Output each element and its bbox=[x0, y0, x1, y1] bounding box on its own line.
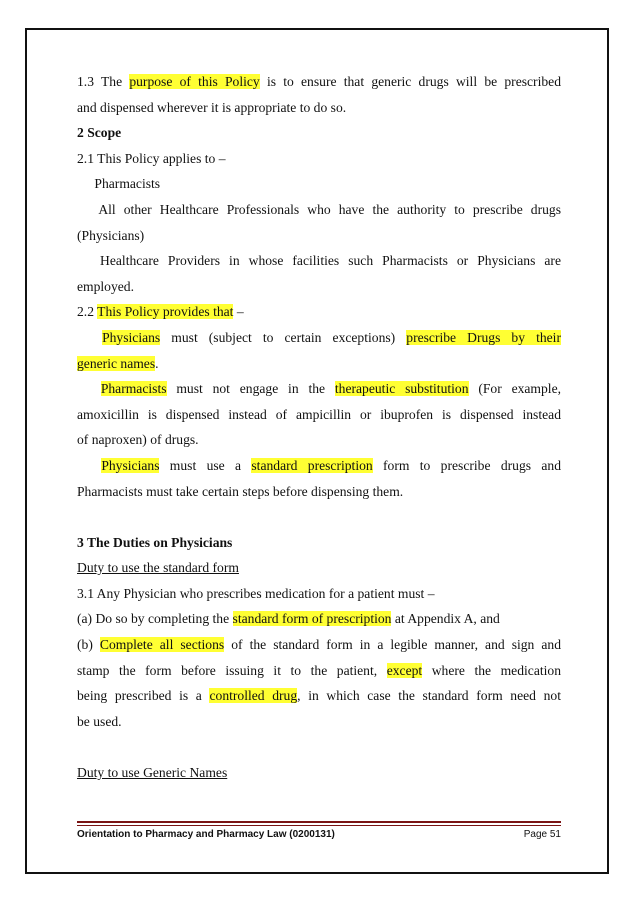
text: and dispensed wherever it is appropriate to do so. bbox=[77, 99, 347, 115]
text: (a) Do so by completing the bbox=[77, 611, 233, 627]
highlight-physicians: Physicians bbox=[101, 457, 160, 473]
section-2-1: 2.1 This Policy applies to – bbox=[77, 150, 226, 166]
bullet-pharmacists bbox=[77, 171, 561, 197]
text: , in which case the standard form need not bbox=[297, 688, 561, 704]
clause-pharmacists-line-2: amoxicillin is dispensed instead of ampicillin or ibuprofen is dispensed instead bbox=[77, 406, 561, 422]
text: 2.2 bbox=[77, 304, 98, 320]
section-2-2 bbox=[77, 299, 561, 325]
footer-rule bbox=[77, 825, 561, 826]
section-1-3-line-2 bbox=[77, 95, 561, 121]
text: . bbox=[155, 355, 159, 371]
clause-pharmacists-line-1 bbox=[77, 376, 561, 402]
text: 1.3 The bbox=[77, 74, 130, 89]
scope-heading: 2 Scope bbox=[77, 125, 122, 141]
text: (b) bbox=[77, 637, 100, 653]
footer-page-number: Page 51 bbox=[523, 829, 561, 840]
text: form to prescribe drugs and bbox=[372, 457, 561, 473]
clause-standard-prescription-line-1 bbox=[77, 453, 561, 479]
footer-course-title: Orientation to Pharmacy and Pharmacy Law (0200131) bbox=[77, 829, 335, 840]
spacer bbox=[77, 734, 561, 760]
highlight-controlled-drug: controlled drug bbox=[209, 688, 298, 704]
section-1-3-line-1 bbox=[77, 69, 561, 95]
footer-rule bbox=[77, 821, 561, 823]
highlight-physicians: Physicians bbox=[102, 329, 161, 345]
text: must (subject to certain exceptions) bbox=[160, 329, 407, 345]
text: Healthcare Providers in whose facilities such Pharmacists or Physicians are bbox=[100, 253, 561, 269]
text: where the medication bbox=[422, 662, 561, 678]
highlight-standard-form: standard form of prescription bbox=[232, 611, 392, 627]
item-b-line-2 bbox=[77, 658, 561, 684]
text: – bbox=[233, 304, 244, 320]
bullet-healthcare-professionals-line-2: (Physicians) bbox=[77, 227, 145, 243]
duties-heading: 3 The Duties on Physicians bbox=[77, 534, 233, 550]
bullet-healthcare-providers-line-2: employed. bbox=[77, 278, 135, 294]
text: is to ensure that generic drugs will be prescribed bbox=[259, 74, 561, 89]
highlight-standard-prescription: standard prescription bbox=[251, 457, 373, 473]
text: Pharmacists bbox=[94, 176, 161, 192]
text: at Appendix A, and bbox=[391, 611, 500, 627]
clause-pharmacists-line-3: of naproxen) of drugs. bbox=[77, 432, 199, 448]
duty-generic-names-heading: Duty to use Generic Names bbox=[77, 765, 228, 781]
text: (For example, bbox=[468, 381, 561, 397]
clause-standard-prescription-line-2: Pharmacists must take certain steps before dispensing them. bbox=[77, 483, 404, 499]
highlight-policy-provides: This Policy provides that bbox=[97, 304, 234, 320]
text: being prescribed is a bbox=[77, 688, 210, 704]
document-body bbox=[77, 69, 561, 786]
text: must use a bbox=[159, 457, 252, 473]
item-b-line-1 bbox=[77, 632, 561, 658]
text: must not engage in the bbox=[166, 381, 335, 397]
item-a bbox=[77, 606, 561, 632]
highlight-purpose: purpose of this Policy bbox=[129, 74, 260, 89]
text: of the standard form in a legible manner, and sign and bbox=[224, 637, 561, 653]
section-3-1: 3.1 Any Physician who prescribes medication for a patient must – bbox=[77, 585, 435, 601]
text: All other Healthcare Professionals who have the authority to prescribe drugs bbox=[98, 201, 561, 217]
highlight-pharmacists: Pharmacists bbox=[100, 381, 167, 397]
clause-physicians-generic-line-1 bbox=[77, 325, 561, 351]
clause-physicians-generic-line-2 bbox=[77, 351, 561, 377]
bullet-healthcare-providers-line-1 bbox=[77, 248, 561, 274]
highlight-generic-names: generic names bbox=[77, 355, 156, 371]
text: stamp the form before issuing it to the patient, bbox=[77, 662, 387, 678]
highlight-except: except bbox=[386, 662, 423, 678]
highlight-complete-sections: Complete all sections bbox=[99, 637, 225, 653]
bullet-healthcare-professionals-line-1 bbox=[77, 197, 561, 223]
duty-standard-form-heading: Duty to use the standard form bbox=[77, 560, 239, 576]
highlight-therapeutic-substitution: therapeutic substitution bbox=[334, 381, 469, 397]
item-b-line-4: be used. bbox=[77, 713, 122, 729]
highlight-prescribe-generic: prescribe Drugs by their bbox=[406, 329, 561, 345]
spacer bbox=[77, 504, 561, 530]
item-b-line-3 bbox=[77, 683, 561, 709]
